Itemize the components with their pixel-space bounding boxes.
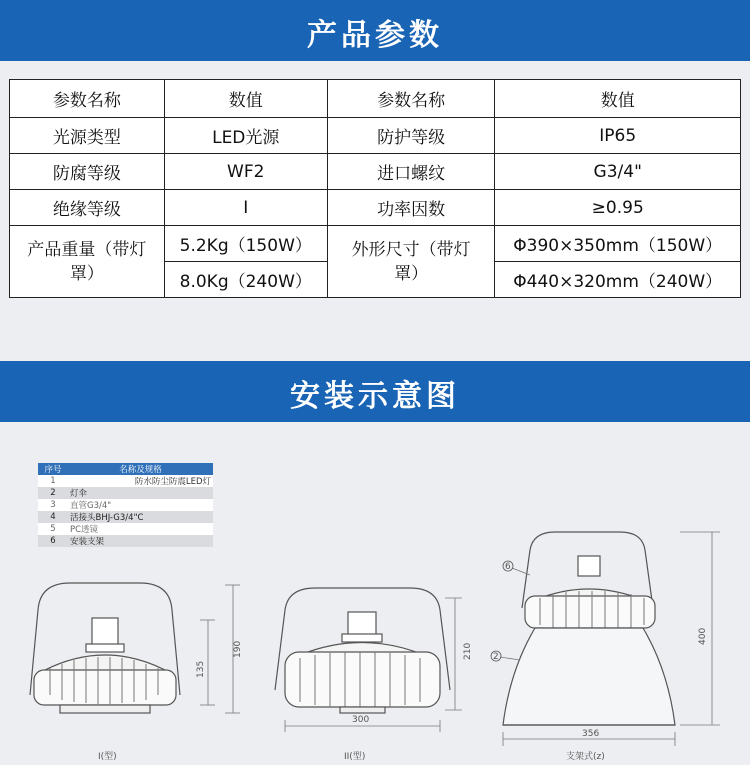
part-no: 4: [38, 511, 68, 523]
lamp-type-1-drawing: [30, 583, 180, 713]
parts-header-row: [38, 463, 213, 475]
table-row: [10, 226, 741, 262]
spec-table: [9, 79, 741, 298]
part-name: PC透镜: [68, 523, 213, 535]
table-cell: 防腐等级: [10, 154, 165, 190]
part-name: 直管G3/4": [68, 499, 213, 511]
table-cell: 功率因数: [327, 190, 495, 226]
table-header-row: [10, 80, 741, 118]
part-no: 1: [38, 475, 68, 487]
part-name: 活接头BHJ-G3/4"C: [68, 511, 213, 523]
part-no: 6: [38, 535, 68, 547]
table-row: [10, 154, 741, 190]
parts-header-no: 序号: [38, 463, 68, 475]
installation-drawings: [0, 520, 750, 765]
list-item: [38, 487, 213, 499]
caption-type-2: II(型): [344, 752, 366, 762]
parts-header-name: 名称及规格: [68, 463, 213, 475]
table-cell: 5.2Kg（150W）: [164, 226, 327, 262]
table-cell: WF2: [164, 154, 327, 190]
table-cell: 进口螺纹: [327, 154, 495, 190]
lamp-type-2-drawing: [275, 588, 450, 713]
table-cell: G3/4": [495, 154, 741, 190]
part-no: 2: [38, 487, 68, 499]
header-cell: 参数名称: [10, 80, 165, 118]
table-cell: 8.0Kg（240W）: [164, 262, 327, 298]
table-row: [10, 118, 741, 154]
lamp-type-3-drawing: [503, 532, 675, 725]
dim-300: 300: [352, 715, 370, 725]
table-cell: 防护等级: [327, 118, 495, 154]
part-no: 5: [38, 523, 68, 535]
part-name: 安装支架: [68, 535, 213, 547]
header-cell: 数值: [164, 80, 327, 118]
list-item: [38, 475, 213, 487]
header-cell: 数值: [495, 80, 741, 118]
table-cell: LED光源: [164, 118, 327, 154]
table-cell: Φ390×350mm（150W）: [495, 226, 741, 262]
table-cell: Φ440×320mm（240W）: [495, 262, 741, 298]
part-name: 灯伞: [68, 487, 213, 499]
dim-400: 400: [698, 627, 708, 645]
weight-label-cell: 产品重量（带灯罩）: [10, 226, 165, 298]
dim-210: 210: [463, 642, 473, 660]
params-banner: [0, 0, 750, 61]
caption-type-3: 支架式(z): [566, 752, 605, 762]
header-cell: 参数名称: [327, 80, 495, 118]
table-cell: I: [164, 190, 327, 226]
params-title: 产品参数: [307, 18, 443, 53]
callout-6: 6: [505, 562, 511, 572]
caption-type-1: I(型): [98, 752, 117, 762]
dim-190: 190: [233, 640, 243, 658]
callout-2: 2: [493, 652, 499, 662]
table-cell: IP65: [495, 118, 741, 154]
dim-356: 356: [582, 729, 600, 739]
table-cell: 绝缘等级: [10, 190, 165, 226]
part-name: 防水防尘防震LED灯: [68, 475, 213, 487]
table-cell: ≥0.95: [495, 190, 741, 226]
table-row: [10, 190, 741, 226]
install-banner: [0, 361, 750, 422]
list-item: [38, 499, 213, 511]
install-title: 安装示意图: [290, 379, 460, 414]
part-no: 3: [38, 499, 68, 511]
size-label-cell: 外形尺寸（带灯罩）: [327, 226, 495, 298]
dim-135: 135: [196, 660, 206, 678]
table-cell: 光源类型: [10, 118, 165, 154]
